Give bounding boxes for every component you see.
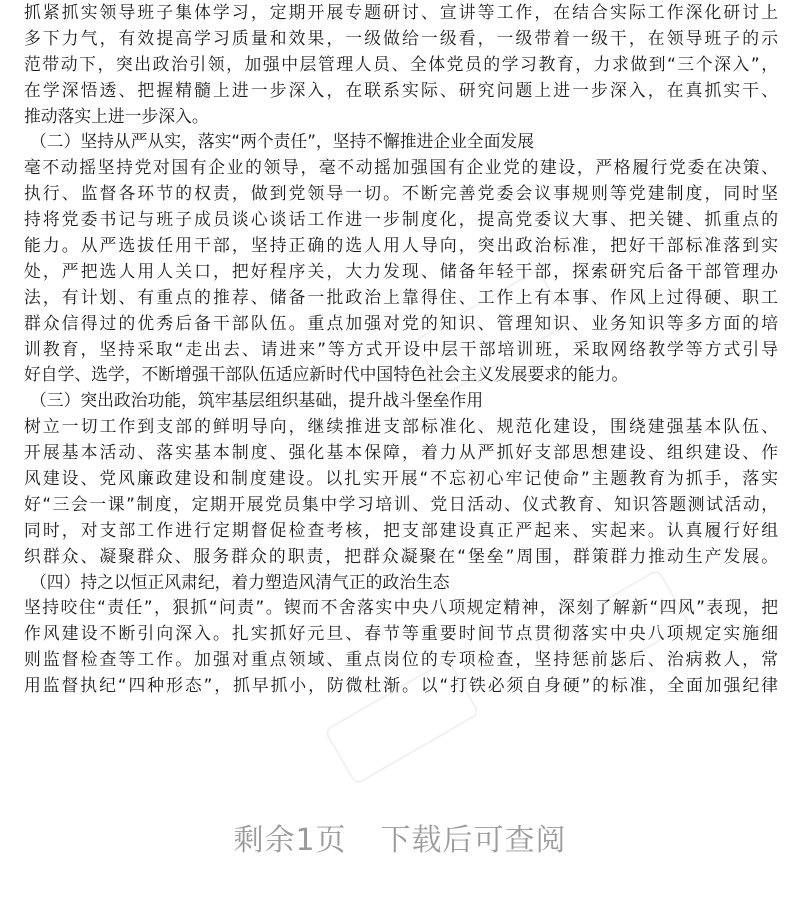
text-line: 好“三会一课”制度，定期开展党员集中学习培训、党日活动、仪式教育、知识答题测试活动， bbox=[24, 493, 778, 514]
text-line: 坚持咬住“责任”，狠抓“问责”。锲而不舍落实中央八项规定精神，深刻了解新“四风”表现，把 bbox=[24, 597, 778, 618]
text-line: 用监督执纪“四种形态”，抓早抓小，防微杜渐。以“打铁必须自身硬”的标准，全面加强纪律 bbox=[24, 675, 778, 696]
remaining-pages-label: 剩余1页 bbox=[233, 823, 347, 858]
text-line: 训教育，坚持采取“走出去、请进来”等方式开设中层干部培训班，采取网络教学等方式引导 bbox=[24, 338, 778, 359]
text-line: 法，有计划、有重点的推荐、储备一批政治上靠得住、工作上有本事、作风上过得硬、职工 bbox=[24, 286, 778, 307]
section-heading-4: （四）持之以恒正风肃纪，着力塑造风清气正的政治生态 bbox=[30, 571, 450, 592]
text-line: 群众信得过的优秀后备干部队伍。重点加强对党的知识、管理知识、业务知识等多方面的培 bbox=[24, 312, 778, 333]
document-body bbox=[24, 0, 778, 699]
text-line: 织群众、凝聚群众、服务群众的职责，把群众凝聚在“堡垒”周围，群策群力推动生产发展。 bbox=[24, 545, 778, 566]
section-heading-2: （二）坚持从严从实，落实“两个责任”，坚持不懈推进企业全面发展 bbox=[30, 131, 535, 152]
text-line: 能力。从严选拔任用干部，坚持正确的选人用人导向，突出政治标准，把好干部标准落到实 bbox=[24, 235, 778, 256]
text-line: 同时，对支部工作进行定期督促检查考核，把支部建设真正严起来、实起来。认真履行好组 bbox=[24, 519, 778, 540]
text-line: 则监督检查等工作。加强对重点领域、重点岗位的专项检查，坚持惩前毖后、治病救人，常 bbox=[24, 649, 778, 670]
text-line: 执行、监督各环节的权责，做到党领导一切。不断完善党委会议事规则等党建制度，同时坚 bbox=[24, 183, 778, 204]
text-line: 风建设、党风廉政建设和制度建设。以扎实开展“不忘初心牢记使命”主题教育为抓手，落实 bbox=[24, 468, 778, 489]
text-line: 持将党委书记与班子成员谈心谈话工作进一步制度化，提高党委议大事、把关键、抓重点的 bbox=[24, 209, 778, 230]
section-heading-3: （三）突出政治功能，筑牢基层组织基础，提升战斗堡垒作用 bbox=[30, 390, 484, 411]
text-line: 好自学、选学，不断增强干部队伍适应新时代中国特色社会主义发展要求的能力。 bbox=[24, 364, 629, 385]
text-line: 树立一切工作到支部的鲜明导向，继续推进支部标准化、规范化建设，围绕建强基本队伍、 bbox=[24, 416, 778, 437]
text-line: 毫不动摇坚持党对国有企业的领导，毫不动摇加强国有企业党的建设，严格履行党委在决策、 bbox=[24, 157, 778, 178]
download-to-view-label: 下载后可查阅 bbox=[380, 823, 567, 858]
download-prompt[interactable] bbox=[0, 816, 800, 866]
text-line: 处，严把选人用人关口，把好程序关，大力发现、储备年轻干部，探索研究后备干部管理办 bbox=[24, 260, 778, 281]
text-line: 多下力气，有效提高学习质量和效果，一级做给一级看，一级带着一级干，在领导班子的示 bbox=[24, 27, 778, 48]
text-line: 推动落实上进一步深入。 bbox=[24, 105, 209, 126]
text-line: 开展基本活动、落实基本制度、强化基本保障，着力从严抓好支部思想建设、组织建设、作 bbox=[24, 442, 778, 463]
text-line: 作风建设不断引向深入。扎实抓好元旦、春节等重要时间节点贯彻落实中央八项规定实施细 bbox=[24, 623, 778, 644]
text-line: 范带动下，突出政治引领，加强中层管理人员、全体党员的学习教育，力求做到“三个深入”， bbox=[24, 53, 778, 74]
text-line: 在学深悟透、把握精髓上进一步深入，在联系实际、研究问题上进一步深入，在真抓实干、 bbox=[24, 79, 778, 100]
text-line: 抓紧抓实领导班子集体学习，定期开展专题研讨、宣讲等工作，在结合实际工作深化研讨上 bbox=[24, 2, 778, 22]
